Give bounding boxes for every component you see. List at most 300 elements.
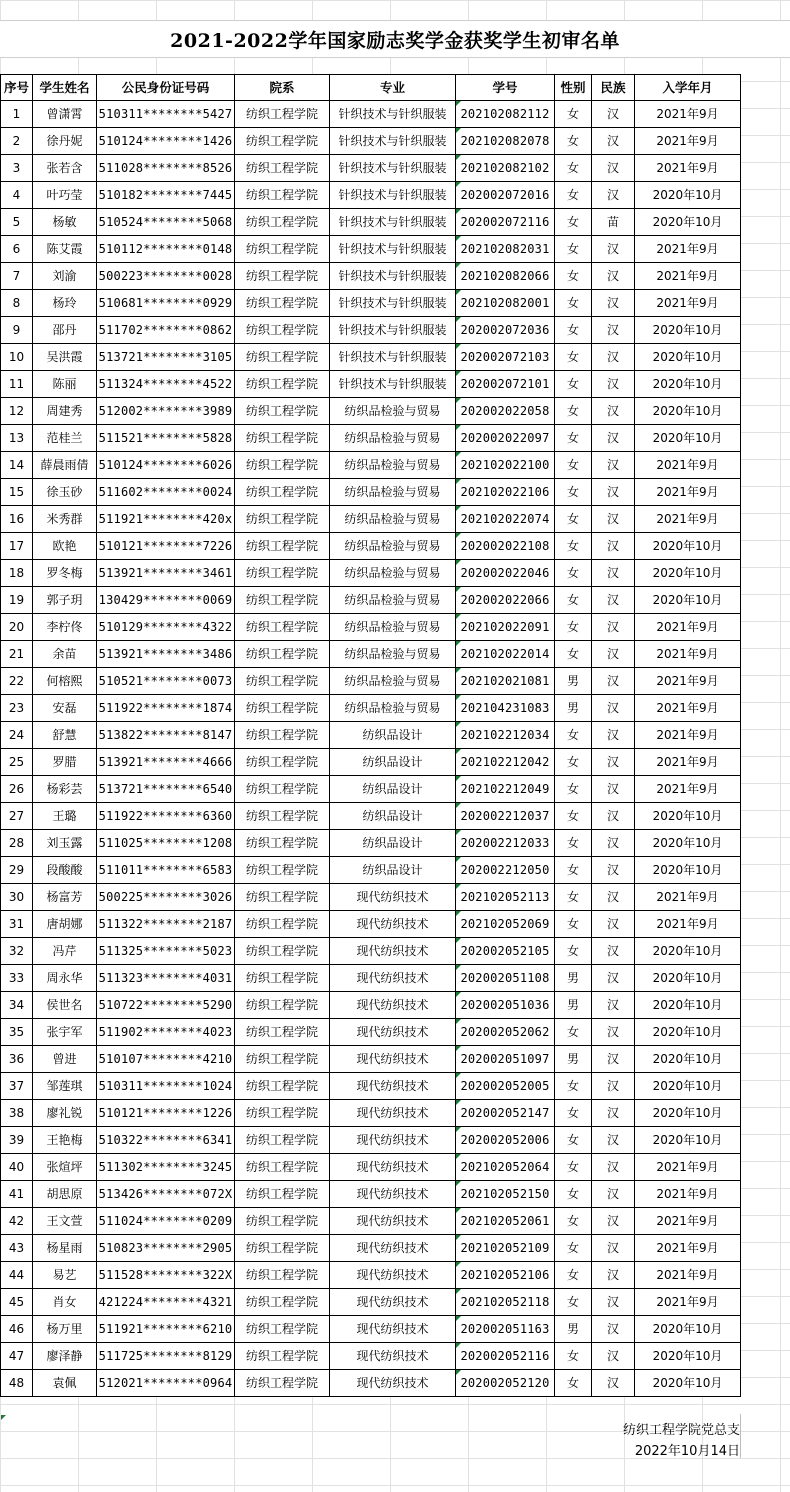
cell-department: 纺织工程学院: [235, 506, 330, 533]
cell-index: 45: [1, 1289, 33, 1316]
cell-name: 米秀群: [33, 506, 97, 533]
cell-id-number: 511922********1874: [97, 695, 235, 722]
table-row: [1, 290, 741, 317]
cell-gender: 女: [555, 776, 592, 803]
cell-name: 邹莲琪: [33, 1073, 97, 1100]
cell-major: 针织技术与针织服装: [330, 101, 456, 128]
cell-ethnicity: 汉: [592, 1208, 635, 1235]
cell-index: 36: [1, 1046, 33, 1073]
table-row: [1, 641, 741, 668]
cell-major: 现代纺织技术: [330, 911, 456, 938]
cell-gender: 女: [555, 803, 592, 830]
cell-id-number: 511602********0024: [97, 479, 235, 506]
cell-ethnicity: 汉: [592, 830, 635, 857]
cell-enrollment: 2021年9月: [635, 263, 741, 290]
cell-id-number: 511024********0209: [97, 1208, 235, 1235]
cell-index: 29: [1, 857, 33, 884]
cell-student-id: 202002072036: [456, 317, 555, 344]
cell-ethnicity: 汉: [592, 317, 635, 344]
divider: [740, 1414, 741, 1458]
cell-name: 曾进: [33, 1046, 97, 1073]
cell-id-number: 511322********2187: [97, 911, 235, 938]
cell-name: 廖礼锐: [33, 1100, 97, 1127]
cell-name: 罗腊: [33, 749, 97, 776]
cell-major: 纺织品检验与贸易: [330, 398, 456, 425]
cell-major: 纺织品检验与贸易: [330, 695, 456, 722]
cell-enrollment: 2021年9月: [635, 776, 741, 803]
cell-id-number: 511323********4031: [97, 965, 235, 992]
cell-gender: 女: [555, 722, 592, 749]
cell-department: 纺织工程学院: [235, 668, 330, 695]
table-row: [1, 506, 741, 533]
cell-enrollment: 2020年10月: [635, 1019, 741, 1046]
cell-name: 徐丹妮: [33, 128, 97, 155]
cell-ethnicity: 汉: [592, 938, 635, 965]
cell-index: 26: [1, 776, 33, 803]
cell-student-id: 202102212042: [456, 749, 555, 776]
cell-department: 纺织工程学院: [235, 479, 330, 506]
cell-student-id: 202002051163: [456, 1316, 555, 1343]
cell-name: 侯世名: [33, 992, 97, 1019]
cell-major: 现代纺织技术: [330, 938, 456, 965]
cell-student-id: 202102082031: [456, 236, 555, 263]
cell-id-number: 510311********5427: [97, 101, 235, 128]
cell-gender: 女: [555, 425, 592, 452]
cell-id-number: 500225********3026: [97, 884, 235, 911]
cell-name: 刘玉露: [33, 830, 97, 857]
cell-id-number: 511325********5023: [97, 938, 235, 965]
cell-student-id: 202002072016: [456, 182, 555, 209]
cell-department: 纺织工程学院: [235, 884, 330, 911]
cell-enrollment: 2020年10月: [635, 1073, 741, 1100]
table-row: [1, 938, 741, 965]
cell-student-id: 202104231083: [456, 695, 555, 722]
cell-enrollment: 2021年9月: [635, 452, 741, 479]
cell-index: 27: [1, 803, 33, 830]
cell-department: 纺织工程学院: [235, 290, 330, 317]
cell-id-number: 510524********5068: [97, 209, 235, 236]
cell-index: 33: [1, 965, 33, 992]
cell-student-id: 202002022058: [456, 398, 555, 425]
cell-ethnicity: 汉: [592, 965, 635, 992]
cell-major: 针织技术与针织服装: [330, 344, 456, 371]
cell-gender: 女: [555, 533, 592, 560]
cell-major: 纺织品检验与贸易: [330, 614, 456, 641]
table-row: [1, 695, 741, 722]
cell-major: 纺织品检验与贸易: [330, 560, 456, 587]
cell-ethnicity: 汉: [592, 1370, 635, 1397]
cell-enrollment: 2020年10月: [635, 1343, 741, 1370]
cell-index: 39: [1, 1127, 33, 1154]
table-row: [1, 263, 741, 290]
col-header-name: 学生姓名: [33, 75, 97, 101]
cell-department: 纺织工程学院: [235, 182, 330, 209]
cell-department: 纺织工程学院: [235, 1262, 330, 1289]
cell-ethnicity: 汉: [592, 1019, 635, 1046]
cell-department: 纺织工程学院: [235, 614, 330, 641]
table-row: [1, 965, 741, 992]
cell-student-id: 202102212049: [456, 776, 555, 803]
col-header-gender: 性别: [555, 75, 592, 101]
cell-department: 纺织工程学院: [235, 371, 330, 398]
cell-department: 纺织工程学院: [235, 1019, 330, 1046]
cell-gender: 女: [555, 506, 592, 533]
cell-department: 纺织工程学院: [235, 560, 330, 587]
cell-department: 纺织工程学院: [235, 1235, 330, 1262]
cell-index: 40: [1, 1154, 33, 1181]
table-row: [1, 614, 741, 641]
cell-ethnicity: 汉: [592, 641, 635, 668]
cell-index: 22: [1, 668, 33, 695]
cell-id-number: 510681********0929: [97, 290, 235, 317]
cell-index: 2: [1, 128, 33, 155]
cell-ethnicity: 汉: [592, 344, 635, 371]
cell-major: 针织技术与针织服装: [330, 236, 456, 263]
cell-department: 纺织工程学院: [235, 992, 330, 1019]
table-row: [1, 1073, 741, 1100]
cell-ethnicity: 汉: [592, 236, 635, 263]
cell-student-id: 202102022091: [456, 614, 555, 641]
table-row: [1, 884, 741, 911]
cell-name: 易艺: [33, 1262, 97, 1289]
cell-name: 刘渝: [33, 263, 97, 290]
cell-index: 15: [1, 479, 33, 506]
table-row: [1, 803, 741, 830]
cell-department: 纺织工程学院: [235, 803, 330, 830]
cell-department: 纺织工程学院: [235, 1127, 330, 1154]
cell-gender: 女: [555, 1127, 592, 1154]
cell-ethnicity: 汉: [592, 1262, 635, 1289]
cell-ethnicity: 汉: [592, 371, 635, 398]
cell-student-id: 202002052006: [456, 1127, 555, 1154]
cell-index: 14: [1, 452, 33, 479]
cell-index: 11: [1, 371, 33, 398]
cell-gender: 男: [555, 668, 592, 695]
cell-name: 范桂兰: [33, 425, 97, 452]
cell-id-number: 510107********4210: [97, 1046, 235, 1073]
cell-name: 薛晨雨倩: [33, 452, 97, 479]
cell-student-id: 202002212033: [456, 830, 555, 857]
cell-index: 34: [1, 992, 33, 1019]
cell-index: 44: [1, 1262, 33, 1289]
cell-index: 20: [1, 614, 33, 641]
cell-ethnicity: 汉: [592, 1181, 635, 1208]
table-row: [1, 236, 741, 263]
cell-ethnicity: 汉: [592, 128, 635, 155]
table-row: [1, 992, 741, 1019]
cell-major: 现代纺织技术: [330, 1154, 456, 1181]
cell-ethnicity: 汉: [592, 182, 635, 209]
cell-department: 纺织工程学院: [235, 263, 330, 290]
cell-major: 现代纺织技术: [330, 1181, 456, 1208]
cell-gender: 女: [555, 479, 592, 506]
cell-name: 叶巧莹: [33, 182, 97, 209]
cell-index: 46: [1, 1316, 33, 1343]
cell-ethnicity: 汉: [592, 668, 635, 695]
cell-major: 现代纺织技术: [330, 1019, 456, 1046]
cell-index: 10: [1, 344, 33, 371]
cell-index: 18: [1, 560, 33, 587]
cell-gender: 女: [555, 938, 592, 965]
cell-index: 12: [1, 398, 33, 425]
cell-id-number: 510124********1426: [97, 128, 235, 155]
cell-id-number: 511922********6360: [97, 803, 235, 830]
cell-major: 现代纺织技术: [330, 1343, 456, 1370]
cell-major: 纺织品检验与贸易: [330, 506, 456, 533]
cell-name: 邵丹: [33, 317, 97, 344]
cell-department: 纺织工程学院: [235, 155, 330, 182]
cell-enrollment: 2021年9月: [635, 1235, 741, 1262]
cell-name: 杨富芳: [33, 884, 97, 911]
student-table: [0, 74, 741, 1397]
cell-enrollment: 2020年10月: [635, 1046, 741, 1073]
cell-ethnicity: 汉: [592, 1100, 635, 1127]
cell-department: 纺织工程学院: [235, 1100, 330, 1127]
cell-index: 8: [1, 290, 33, 317]
cell-major: 针织技术与针织服装: [330, 209, 456, 236]
cell-gender: 男: [555, 1316, 592, 1343]
cell-ethnicity: 汉: [592, 722, 635, 749]
cell-department: 纺织工程学院: [235, 1154, 330, 1181]
cell-student-id: 202102082078: [456, 128, 555, 155]
cell-name: 李柠佟: [33, 614, 97, 641]
cell-id-number: 513921********3486: [97, 641, 235, 668]
cell-gender: 女: [555, 1370, 592, 1397]
cell-major: 纺织品检验与贸易: [330, 425, 456, 452]
cell-name: 欧艳: [33, 533, 97, 560]
cell-enrollment: 2021年9月: [635, 128, 741, 155]
table-row: [1, 182, 741, 209]
cell-ethnicity: 苗: [592, 209, 635, 236]
cell-student-id: 202102052106: [456, 1262, 555, 1289]
cell-student-id: 202102052064: [456, 1154, 555, 1181]
table-row: [1, 533, 741, 560]
table-row: [1, 1019, 741, 1046]
cell-enrollment: 2020年10月: [635, 425, 741, 452]
cell-major: 现代纺织技术: [330, 1127, 456, 1154]
cell-major: 纺织品检验与贸易: [330, 479, 456, 506]
cell-id-number: 510322********6341: [97, 1127, 235, 1154]
cell-student-id: 202002022046: [456, 560, 555, 587]
cell-student-id: 202102021081: [456, 668, 555, 695]
cell-id-number: 510722********5290: [97, 992, 235, 1019]
cell-enrollment: 2021年9月: [635, 1289, 741, 1316]
cell-index: 28: [1, 830, 33, 857]
cell-department: 纺织工程学院: [235, 398, 330, 425]
cell-gender: 女: [555, 614, 592, 641]
cell-department: 纺织工程学院: [235, 1289, 330, 1316]
cell-name: 杨彩芸: [33, 776, 97, 803]
cell-name: 郭子玥: [33, 587, 97, 614]
cell-name: 张煊坪: [33, 1154, 97, 1181]
cell-major: 纺织品设计: [330, 722, 456, 749]
cell-index: 42: [1, 1208, 33, 1235]
cell-ethnicity: 汉: [592, 803, 635, 830]
cell-department: 纺织工程学院: [235, 1343, 330, 1370]
cell-name: 徐玉砂: [33, 479, 97, 506]
table-row: [1, 749, 741, 776]
cell-major: 现代纺织技术: [330, 1235, 456, 1262]
cell-id-number: 512021********0964: [97, 1370, 235, 1397]
cell-ethnicity: 汉: [592, 1316, 635, 1343]
cell-gender: 女: [555, 263, 592, 290]
table-row: [1, 101, 741, 128]
cell-ethnicity: 汉: [592, 1154, 635, 1181]
cell-gender: 女: [555, 1019, 592, 1046]
cell-id-number: 511011********6583: [97, 857, 235, 884]
col-header-major: 专业: [330, 75, 456, 101]
cell-student-id: 202002072116: [456, 209, 555, 236]
cell-id-number: 510124********6026: [97, 452, 235, 479]
cell-enrollment: 2021年9月: [635, 290, 741, 317]
cell-student-id: 202002072103: [456, 344, 555, 371]
table-row: [1, 911, 741, 938]
cell-name: 肖女: [33, 1289, 97, 1316]
footer-org: 纺织工程学院党总支: [622, 1423, 740, 1438]
cell-enrollment: 2020年10月: [635, 371, 741, 398]
cell-name: 王文萱: [33, 1208, 97, 1235]
cell-major: 现代纺织技术: [330, 992, 456, 1019]
table-row: [1, 155, 741, 182]
cell-department: 纺织工程学院: [235, 533, 330, 560]
cell-department: 纺织工程学院: [235, 911, 330, 938]
cell-enrollment: 2020年10月: [635, 965, 741, 992]
cell-ethnicity: 汉: [592, 1235, 635, 1262]
cell-ethnicity: 汉: [592, 479, 635, 506]
cell-id-number: 510121********1226: [97, 1100, 235, 1127]
cell-index: 24: [1, 722, 33, 749]
cell-major: 现代纺织技术: [330, 1100, 456, 1127]
cell-student-id: 202002051108: [456, 965, 555, 992]
cell-student-id: 202002052120: [456, 1370, 555, 1397]
cell-enrollment: 2021年9月: [635, 614, 741, 641]
table-row: [1, 776, 741, 803]
cell-gender: 女: [555, 1262, 592, 1289]
cell-name: 杨星雨: [33, 1235, 97, 1262]
cell-gender: 女: [555, 236, 592, 263]
cell-ethnicity: 汉: [592, 587, 635, 614]
cell-name: 王璐: [33, 803, 97, 830]
cell-enrollment: 2020年10月: [635, 992, 741, 1019]
cell-ethnicity: 汉: [592, 695, 635, 722]
col-header-department: 院系: [235, 75, 330, 101]
cell-id-number: 510521********0073: [97, 668, 235, 695]
cell-index: 47: [1, 1343, 33, 1370]
cell-department: 纺织工程学院: [235, 101, 330, 128]
cell-index: 6: [1, 236, 33, 263]
cell-index: 31: [1, 911, 33, 938]
table-body: [1, 101, 741, 1397]
table-row: [1, 1262, 741, 1289]
cell-gender: 女: [555, 182, 592, 209]
cell-ethnicity: 汉: [592, 263, 635, 290]
cell-student-id: 202002052062: [456, 1019, 555, 1046]
cell-major: 现代纺织技术: [330, 965, 456, 992]
cell-id-number: 511921********6210: [97, 1316, 235, 1343]
cell-index: 3: [1, 155, 33, 182]
cell-student-id: 202102082001: [456, 290, 555, 317]
cell-id-number: 513921********4666: [97, 749, 235, 776]
cell-ethnicity: 汉: [592, 560, 635, 587]
cell-student-id: 202102052150: [456, 1181, 555, 1208]
cell-gender: 女: [555, 344, 592, 371]
cell-index: 48: [1, 1370, 33, 1397]
cell-student-id: 202102082112: [456, 101, 555, 128]
cell-id-number: 511324********4522: [97, 371, 235, 398]
cell-department: 纺织工程学院: [235, 1316, 330, 1343]
cell-student-id: 202102022100: [456, 452, 555, 479]
table-row: [1, 371, 741, 398]
cell-department: 纺织工程学院: [235, 344, 330, 371]
cell-ethnicity: 汉: [592, 884, 635, 911]
cell-enrollment: 2020年10月: [635, 1100, 741, 1127]
table-row: [1, 479, 741, 506]
cell-ethnicity: 汉: [592, 1289, 635, 1316]
col-header-id-number: 公民身份证号码: [97, 75, 235, 101]
cell-ethnicity: 汉: [592, 992, 635, 1019]
cell-department: 纺织工程学院: [235, 1046, 330, 1073]
cell-enrollment: 2021年9月: [635, 155, 741, 182]
cell-student-id: 202102052061: [456, 1208, 555, 1235]
cell-gender: 女: [555, 155, 592, 182]
col-header-student-id: 学号: [456, 75, 555, 101]
cell-major: 针织技术与针织服装: [330, 263, 456, 290]
cell-gender: 女: [555, 1343, 592, 1370]
cell-department: 纺织工程学院: [235, 776, 330, 803]
cell-id-number: 510311********1024: [97, 1073, 235, 1100]
table-row: [1, 425, 741, 452]
cell-major: 纺织品检验与贸易: [330, 452, 456, 479]
cell-id-number: 510823********2905: [97, 1235, 235, 1262]
cell-department: 纺织工程学院: [235, 830, 330, 857]
table-row: [1, 1343, 741, 1370]
cell-index: 17: [1, 533, 33, 560]
cell-id-number: 510129********4322: [97, 614, 235, 641]
cell-student-id: 202002052105: [456, 938, 555, 965]
table-row: [1, 1046, 741, 1073]
cell-id-number: 511921********420x: [97, 506, 235, 533]
cell-gender: 男: [555, 1046, 592, 1073]
cell-gender: 男: [555, 992, 592, 1019]
cell-name: 冯芹: [33, 938, 97, 965]
cell-name: 周永华: [33, 965, 97, 992]
cell-name: 胡思原: [33, 1181, 97, 1208]
cell-name: 何榕熙: [33, 668, 97, 695]
cell-student-id: 202002072101: [456, 371, 555, 398]
header-row: [1, 75, 741, 101]
cell-major: 纺织品检验与贸易: [330, 587, 456, 614]
cell-student-id: 202102052109: [456, 1235, 555, 1262]
cell-gender: 女: [555, 290, 592, 317]
cell-enrollment: 2020年10月: [635, 587, 741, 614]
cell-gender: 女: [555, 101, 592, 128]
cell-student-id: 202002051036: [456, 992, 555, 1019]
table-row: [1, 1208, 741, 1235]
cell-department: 纺织工程学院: [235, 587, 330, 614]
cell-index: 13: [1, 425, 33, 452]
cell-student-id: 202102052118: [456, 1289, 555, 1316]
cell-enrollment: 2021年9月: [635, 911, 741, 938]
cell-gender: 女: [555, 1289, 592, 1316]
cell-student-id: 202102052113: [456, 884, 555, 911]
cell-gender: 女: [555, 1208, 592, 1235]
cell-enrollment: 2020年10月: [635, 533, 741, 560]
cell-major: 针织技术与针织服装: [330, 290, 456, 317]
cell-major: 纺织品设计: [330, 776, 456, 803]
footer-date: 2022年10月14日: [634, 1444, 740, 1459]
cell-major: 针织技术与针织服装: [330, 128, 456, 155]
cell-id-number: 511725********8129: [97, 1343, 235, 1370]
